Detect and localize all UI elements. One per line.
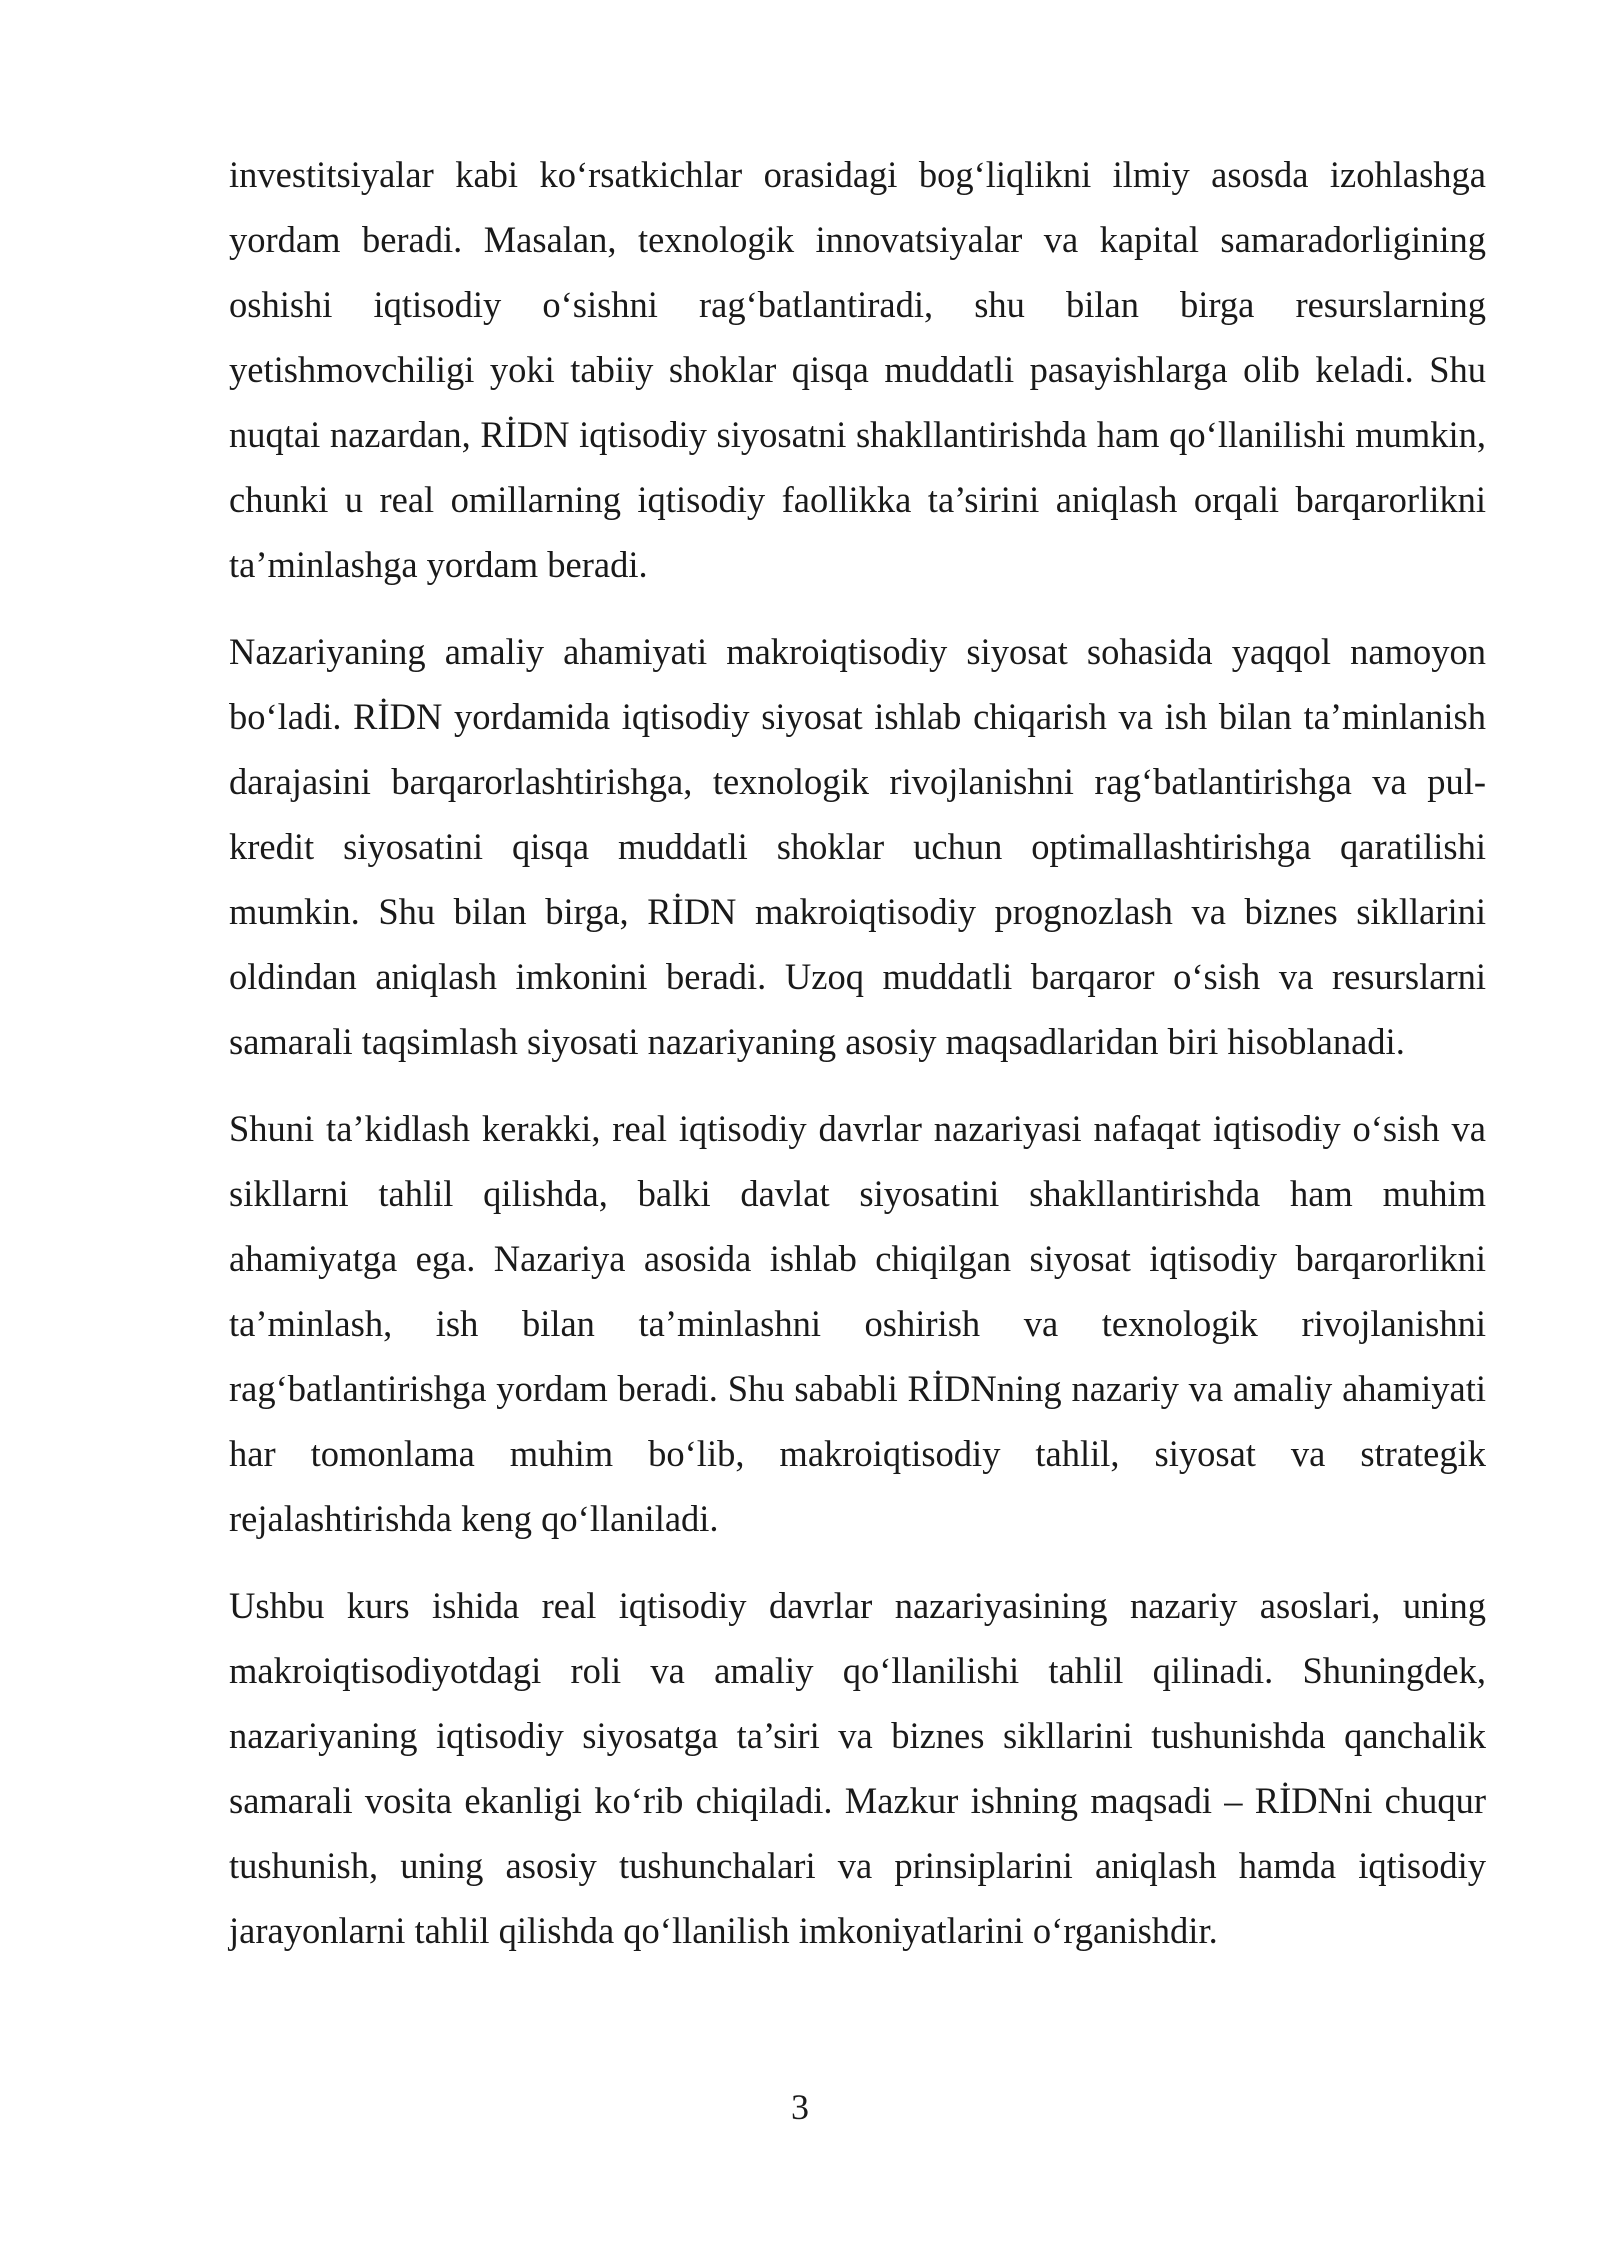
paragraph-1: investitsiyalar kabi ko‘rsatkichlar orasidagi bog‘liqlikni ilmiy asosda izohlashga yordam beradi. Masalan, texnologik innovatsiyalar va kapital samaradorligining oshishi iqtisodiy o‘sishni rag‘batlantiradi, shu bilan birga resurslarning yetishmovchiligi yoki tabiiy shoklar qisqa muddatli pasayishlarga olib keladi. Shu nuqtai nazardan, RİDN iqtisodiy siyosatni shakllantirishda ham qo‘llanilishi mumkin, chunki u real omillarning iqtisodiy faollikka ta’sirini aniqlash orqali barqarorlikni ta’minlashga yordam beradi. bbox=[229, 154, 1486, 585]
paragraph-4: Ushbu kurs ishida real iqtisodiy davrlar nazariyasining nazariy asoslari, uning makroiqtisodiyotdagi roli va amaliy qo‘llanilishi tahlil qilinadi. Shuningdek, nazariyaning iqtisodiy siyosatga ta’siri va biznes sikllarini tushunishda qanchalik samarali vosita ekanligi ko‘rib chiqiladi. Mazkur ishning maqsadi – RİDNni chuqur tushunish, uning asosiy tushunchalari va prinsiplarini aniqlash hamda iqtisodiy jarayonlarni tahlil qilishda qo‘llanilish imkoniyatlarini o‘rganishdir. bbox=[229, 1585, 1486, 1951]
document-body bbox=[229, 142, 1486, 1985]
page-number: 3 bbox=[791, 2087, 809, 2127]
paragraph-3: Shuni ta’kidlash kerakki, real iqtisodiy davrlar nazariyasi nafaqat iqtisodiy o‘sish va sikllarni tahlil qilishda, balki davlat siyosatini shakllantirishda ham muhim ahamiyatga ega. Nazariya asosida ishlab chiqilgan siyosat iqtisodiy barqarorlikni ta’minlash, ish bilan ta’minlashni oshirish va texnologik rivojlanishni rag‘batlantirishga yordam beradi. Shu sababli RİDNning nazariy va amaliy ahamiyati har tomonlama muhim bo‘lib, makroiqtisodiy tahlil, siyosat va strategik rejalashtirishda keng qo‘llaniladi. bbox=[229, 1108, 1486, 1539]
paragraph-2: Nazariyaning amaliy ahamiyati makroiqtisodiy siyosat sohasida yaqqol namoyon bo‘ladi. RİDN yordamida iqtisodiy siyosat ishlab chiqarish va ish bilan ta’minlanish darajasini barqarorlashtirishga, texnologik rivojlanishni rag‘batlantirishga va pul-kredit siyosatini qisqa muddatli shoklar uchun optimallashtirishga qaratilishi mumkin. Shu bilan birga, RİDN makroiqtisodiy prognozlash va biznes sikllarini oldindan aniqlash imkonini beradi. Uzoq muddatli barqaror o‘sish va resurslarni samarali taqsimlash siyosati nazariyaning asosiy maqsadlaridan biri hisoblanadi. bbox=[229, 631, 1486, 1062]
